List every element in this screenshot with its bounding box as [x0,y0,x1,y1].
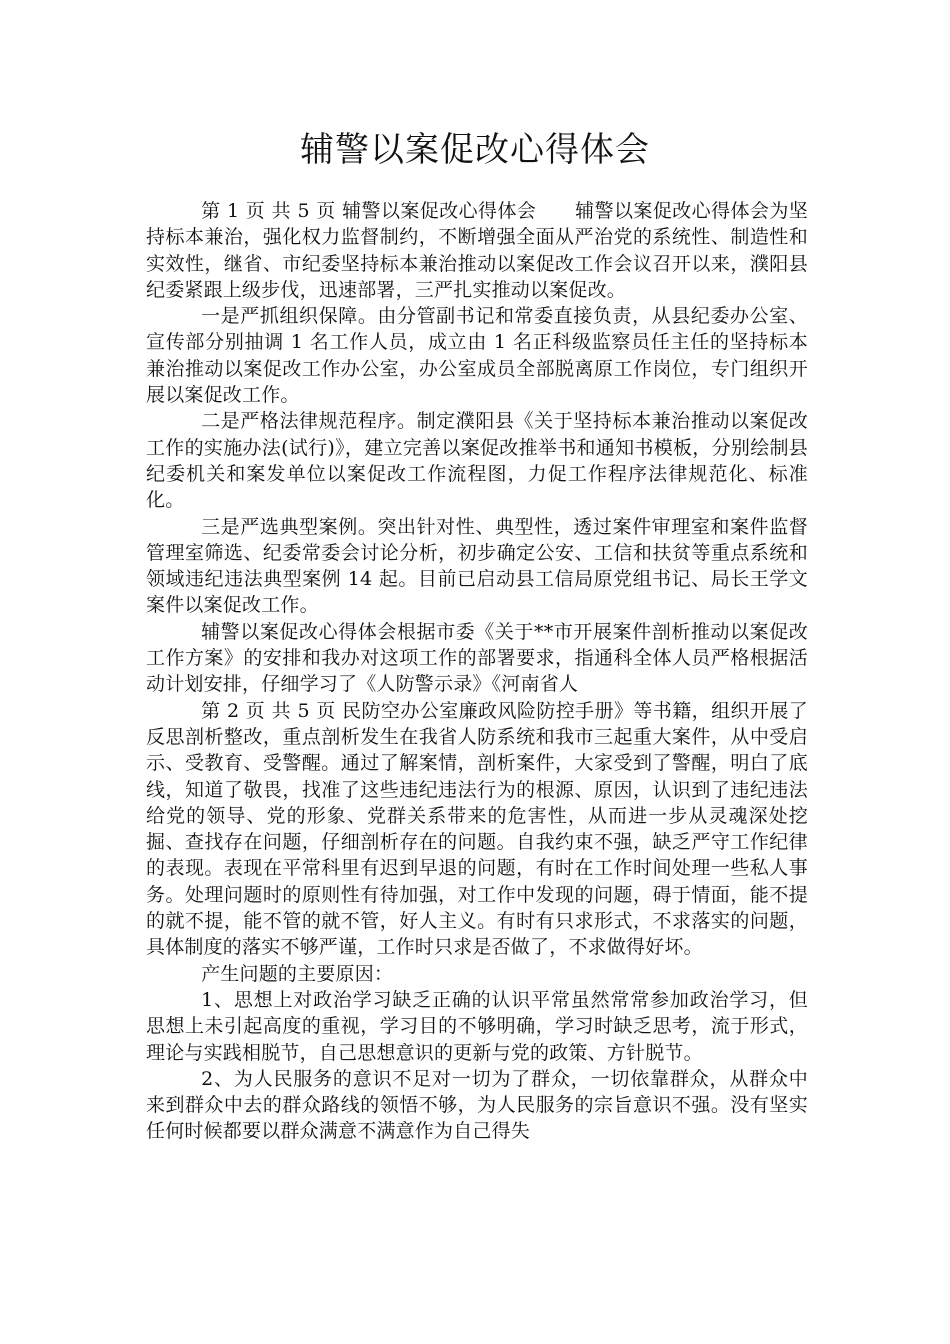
document-title: 辅警以案促改心得体会 [300,130,650,170]
paragraph-causes-heading: 产生问题的主要原因： [201,962,394,985]
paragraph-cause-1: 1、思想上对政治学习缺乏正确的认识平常虽然常常参加政治学习，但思想上未引起高度的重视，学习目的不够明确，学习时缺乏思考，流于形式，理论与实践相脱节，自己思想意识的更新与党的政策、方针脱节。 [146,988,808,1064]
paragraph-procedure: 二是严格法律规范程序。制定濮阳县《关于坚持标本兼治推动以案促改工作的实施办法(试行)》，建立完善以案促改推举书和通知书模板，分别绘制县纪委机关和案发单位以案促改工作流程图，力促工作程序法律规范化、标准化。 [146,410,808,512]
paragraph-organization: 一是严抓组织保障。由分管副书记和常委直接负责，从县纪委办公室、宣传部分别抽调 1 名工作人员，成立由 1 名正科级监察员任主任的坚持标本兼治推动以案促改工作办公室，办公室成员全部脱离原工作岗位，专门组织开展以案促改工作。 [146,305,808,407]
paragraph-cases: 三是严选典型案例。突出针对性、典型性，透过案件审理室和案件监督管理室筛选、纪委常委会讨论分析，初步确定公安、工信和扶贫等重点系统和领域违纪违法典型案例 14 起。目前已启动县工信局原党组书记、局长王学文案件以案促改工作。 [146,515,808,617]
paragraph-reflection: 第 2 页 共 5 页 民防空办公室廉政风险防控手册》等书籍，组织开展了反思剖析整改，重点剖析发生在我省人防系统和我市三起重大案件，从中受启示、受教育、受警醒。通过了解案情，剖析案件，大家受到了警醒，明白了底线，知道了敬畏，找准了这些违纪违法行为的根源、原因，认识到了违纪违法给党的领导、党的形象、党群关系带来的危害性，从而进一步从灵魂深处挖掘、查找存在问题，仔细剖析存在的问题。自我约束不强，缺乏严守工作纪律的表现。表现在平常科里有迟到早退的问题，有时在工作时间处理一些私人事务。处理问题时的原则性有待加强，对工作中发现的问题，碍于情面，能不提的就不提，能不管的就不管，好人主义。有时有只求形式，不求落实的问题，具体制度的落实不够严谨，工作时只求是否做了，不求做得好坏。 [146,699,808,959]
paragraph-study: 辅警以案促改心得体会根据市委《关于**市开展案件剖析推动以案促改工作方案》的安排和我办对这项工作的部署要求，指通科全体人员严格根据活动计划安排，仔细学习了《人防警示录》《河南省人 [146,620,808,696]
paragraph-intro: 第 1 页 共 5 页 辅警以案促改心得体会 辅警以案促改心得体会为坚持标本兼治，强化权力监督制约，不断增强全面从严治党的系统性、制造性和实效性，继省、市纪委坚持标本兼治推动以案促改工作会议召开以来，濮阳县纪委紧跟上级步伐，迅速部署，三严扎实推动以案促改。 [146,200,808,301]
document-body [146,198,808,1145]
paragraph-cause-2: 2、为人民服务的意识不足对一切为了群众，一切依靠群众，从群众中来到群众中去的群众路线的领悟不够，为人民服务的宗旨意识不强。没有坚实任何时候都要以群众满意不满意作为自己得失 [146,1067,808,1143]
